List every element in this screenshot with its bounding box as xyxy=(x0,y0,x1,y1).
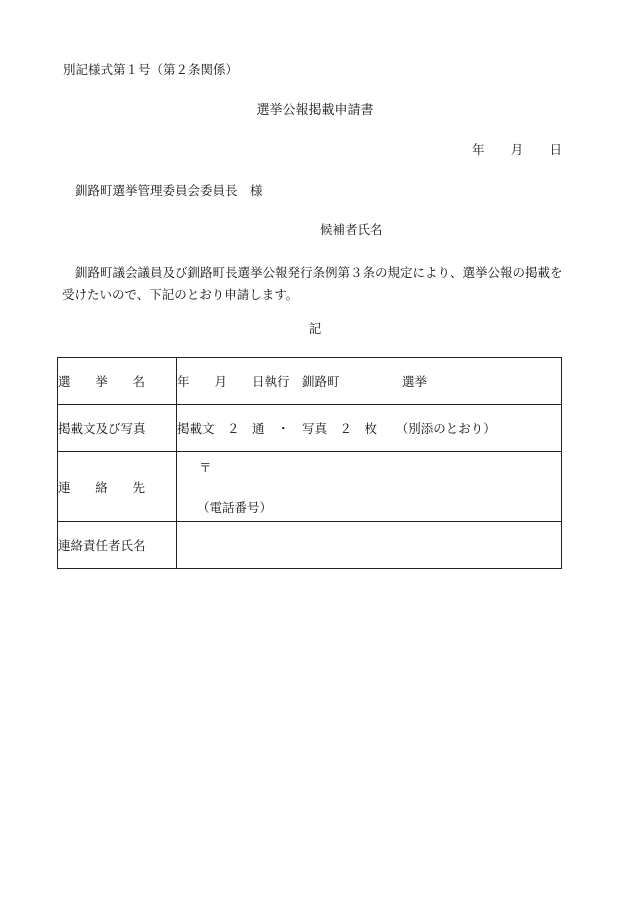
value-responsible-person[interactable] xyxy=(177,522,562,569)
label-char: 絡 xyxy=(95,479,108,495)
candidate-name-label: 候補者氏名 xyxy=(320,222,383,237)
phone-number-label: （電話番号） xyxy=(197,500,273,515)
label-election-name xyxy=(58,358,177,405)
table-row-election-name xyxy=(58,358,562,405)
addressee: 釧路町選挙管理委員会委員長 様 xyxy=(75,183,263,198)
form-label: 別記様式第１号（第２条関係） xyxy=(63,62,239,77)
ki-heading: 記 xyxy=(308,321,322,336)
application-table xyxy=(57,357,562,569)
date-year: 年 xyxy=(472,142,485,157)
label-char: 挙 xyxy=(95,374,108,389)
label-contact xyxy=(58,452,177,522)
label-char: 先 xyxy=(132,479,145,495)
body-paragraph: 釧路町議会議員及び釧路町長選挙公報発行条例第３条の規定により、選挙公報の掲載を受けたいので、下記のとおり申請します。 xyxy=(62,265,563,302)
label-char: 選 xyxy=(58,374,71,389)
date-day: 日 xyxy=(549,142,562,157)
table-row-responsible-person xyxy=(58,522,562,569)
label-char: 連 xyxy=(58,479,71,495)
label-publication: 掲載文及び写真 xyxy=(58,405,177,452)
postal-mark: 〒 xyxy=(199,460,212,475)
date-month: 月 xyxy=(510,142,524,157)
label-char: 名 xyxy=(132,374,145,389)
table-row-publication xyxy=(58,405,562,452)
value-election-name[interactable]: 年 月 日執行 釧路町 選挙 xyxy=(177,358,562,405)
date-line xyxy=(472,142,562,158)
table-row-contact xyxy=(58,452,562,522)
value-publication[interactable]: 掲載文 ２ 通 ・ 写真 ２ 枚 （別添のとおり） xyxy=(177,405,562,452)
label-responsible-person: 連絡責任者氏名 xyxy=(58,522,177,569)
document-title: 選挙公報掲載申請書 xyxy=(256,103,374,118)
value-contact[interactable] xyxy=(177,452,562,522)
